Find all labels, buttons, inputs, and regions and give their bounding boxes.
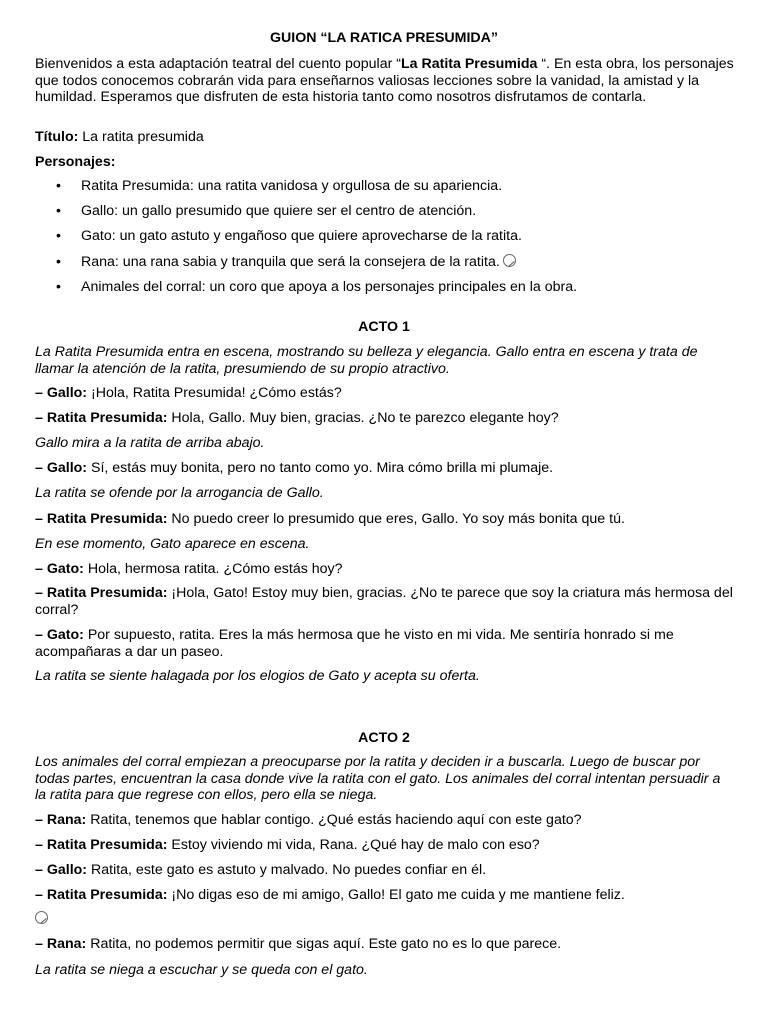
act-2-heading: ACTO 2: [358, 730, 410, 746]
character-text: Rana: una rana sabia y tranquila que será la consejera de la ratita.: [81, 253, 500, 270]
dialogue-text: Ratita, tenemos que hablar contigo. ¿Qué estás haciendo aquí con este gato?: [86, 812, 582, 828]
speaker-name: – Gato:: [35, 627, 84, 643]
dialogue-line: [35, 837, 735, 854]
act-1-heading: ACTO 1: [358, 319, 410, 335]
dialogue-line: [35, 460, 735, 477]
dialogue-text: Hola, hermosa ratita. ¿Cómo estás hoy?: [83, 561, 343, 577]
dialogue-text: ¡Hola, Gato! Estoy muy bien, gracias. ¿No te parece que soy la criatura más hermosa del corral?: [35, 585, 733, 618]
dialogue-line: [35, 561, 735, 578]
speaker-name: – Rana:: [35, 812, 87, 828]
title-line: [35, 129, 735, 146]
speaker-name: – Ratita Presumida:: [35, 511, 168, 527]
characters-heading: Personajes:: [35, 154, 116, 170]
list-item: [35, 254, 735, 279]
dialogue-text: Estoy viviendo mi vida, Rana. ¿Qué hay de malo con eso?: [167, 837, 540, 853]
script-title: GUION “LA RATICA PRESUMIDA”: [269, 30, 499, 46]
bullet-icon: •: [56, 178, 61, 194]
dialogue-line: [35, 887, 735, 904]
bullet-icon: •: [56, 253, 61, 270]
dialogue-text: Ratita, no podemos permitir que sigas aquí. Este gato no es lo que parece.: [86, 936, 562, 952]
character-list: [35, 178, 735, 304]
list-item: [35, 228, 735, 253]
dialogue-line: [35, 585, 735, 618]
dialogue-text: ¡No digas eso de mi amigo, Gallo! El gato me cuida y me mantiene feliz.: [167, 887, 625, 903]
list-item: [35, 178, 735, 203]
dialogue-line: [35, 385, 735, 402]
stage-direction: Gallo mira a la ratita de arriba abajo.: [35, 435, 265, 451]
intro-text-start: Bienvenidos a esta adaptación teatral del cuento popular “: [35, 56, 401, 72]
emoji-icon: [35, 911, 48, 924]
speaker-name: – Ratita Presumida:: [35, 837, 168, 853]
speaker-name: – Gallo:: [35, 460, 88, 476]
intro-text-end: “. En esta obra, los personajes que todos conocemos cobrarán vida para enseñarnos valiosas lecciones sobre la vanidad, la amistad y la humildad. Esperamos que disfruten de esta historia tanto como nosotros disfrutamos de contarla.: [35, 56, 734, 106]
stage-direction: La ratita se ofende por la arrogancia de Gallo.: [35, 485, 324, 501]
character-text: Gallo: un gallo presumido que quiere ser el centro de atención.: [81, 203, 477, 220]
stage-direction: En ese momento, Gato aparece en escena.: [35, 536, 310, 552]
dialogue-text: Ratita, este gato es astuto y malvado. No puedes confiar en él.: [87, 862, 487, 878]
emoji-icon: [503, 254, 516, 267]
speaker-name: – Gallo:: [35, 862, 88, 878]
speaker-name: – Gato:: [35, 561, 84, 577]
dialogue-line: [35, 511, 735, 528]
dialogue-text: Hola, Gallo. Muy bien, gracias. ¿No te parezco elegante hoy?: [167, 410, 559, 426]
speaker-name: – Ratita Presumida:: [35, 410, 168, 426]
bullet-icon: •: [56, 278, 61, 295]
dialogue-line: [35, 936, 735, 953]
speaker-name: – Rana:: [35, 936, 87, 952]
speaker-name: – Ratita Presumida:: [35, 585, 168, 601]
character-text: Ratita Presumida: una ratita vanidosa y orgullosa de su apariencia.: [81, 178, 503, 194]
dialogue-line: [35, 862, 735, 879]
intro-bold-title: La Ratita Presumida: [400, 56, 538, 72]
intro-paragraph: [35, 56, 735, 106]
dialogue-line: [35, 627, 735, 660]
title-label: Título:: [35, 129, 79, 145]
dialogue-text: ¡Hola, Ratita Presumida! ¿Cómo estás?: [87, 385, 342, 401]
dialogue-text: No puedo creer lo presumido que eres, Gallo. Yo soy más bonita que tú.: [167, 511, 625, 527]
dialogue-text: Sí, estás muy bonita, pero no tanto como yo. Mira cómo brilla mi plumaje.: [87, 460, 554, 476]
stage-direction: Los animales del corral empiezan a preocuparse por la ratita y deciden ir a buscarla. Luego de buscar por todas partes, encuentran la casa donde vive la ratita con el gato. Los animales del corral intentan persuadir a la ratita para que regrese con ellos, pero ella se niega.: [35, 754, 721, 804]
dialogue-line: [35, 812, 735, 829]
emoji-line: [35, 911, 48, 928]
list-item: [35, 203, 735, 228]
stage-direction: La ratita se siente halagada por los elogios de Gato y acepta su oferta.: [35, 668, 480, 684]
speaker-name: – Ratita Presumida:: [35, 887, 168, 903]
character-text: Gato: un gato astuto y engañoso que quiere aprovecharse de la ratita.: [81, 228, 522, 245]
title-value: La ratita presumida: [78, 129, 204, 145]
bullet-icon: •: [56, 228, 61, 245]
bullet-icon: •: [56, 203, 61, 220]
list-item: [35, 279, 735, 304]
stage-direction: La ratita se niega a escuchar y se queda con el gato.: [35, 962, 368, 978]
dialogue-text: Por supuesto, ratita. Eres la más hermosa que he visto en mi vida. Me sentiría honrado si me acompañaras a dar un paseo.: [35, 627, 674, 660]
dialogue-line: [35, 410, 735, 427]
speaker-name: – Gallo:: [35, 385, 88, 401]
stage-direction: La Ratita Presumida entra en escena, mostrando su belleza y elegancia. Gallo entra en escena y trata de llamar la atención de la ratita, presumiendo de su propio atractivo.: [35, 344, 698, 377]
character-text: Animales del corral: un coro que apoya a los personajes principales en la obra.: [81, 278, 578, 295]
